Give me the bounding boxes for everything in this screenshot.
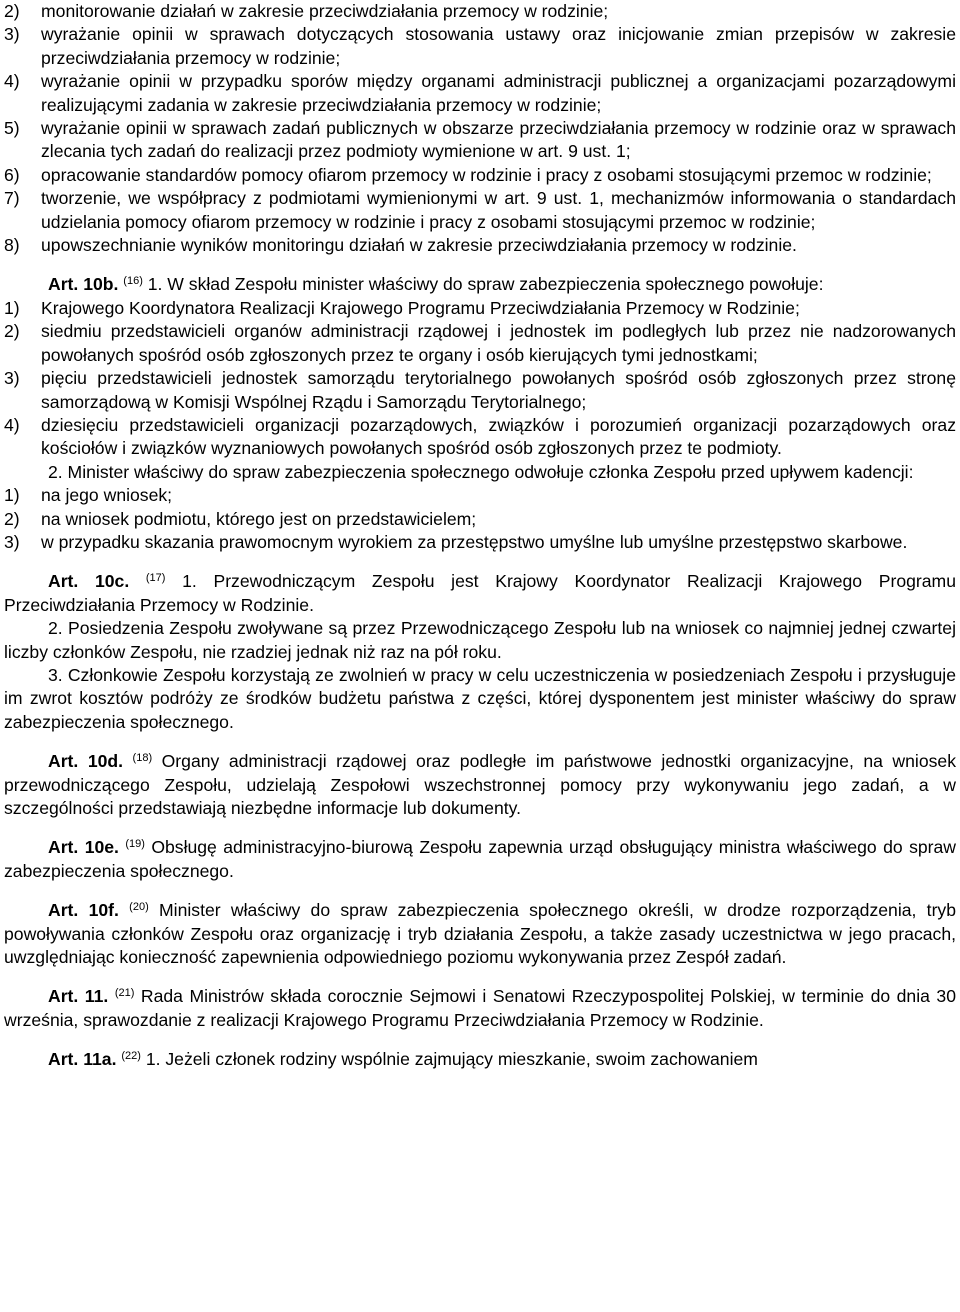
- list-item: [0, 187, 960, 234]
- list-item: [0, 70, 960, 117]
- item-text: Krajowego Koordynatora Realizacji Krajowego Programu Przeciwdziałania Przemocy w Rodzinie;: [41, 297, 800, 318]
- article-paragraph: [0, 570, 960, 617]
- footnote-ref: (21): [114, 987, 135, 1000]
- article-paragraph: 2. Posiedzenia Zespołu zwoływane są przez Przewodniczącego Zespołu lub na wniosek co najmniej jednej czwartej liczby członków Zespołu, nie rzadziej jednak niż raz na pół roku.: [4, 618, 956, 662]
- item-text: upowszechnianie wyników monitoringu działań w zakresie przeciwdziałania przemocy w rodzinie.: [41, 235, 797, 256]
- item-number: 1): [4, 485, 20, 506]
- list-item: [0, 484, 960, 507]
- article-paragraph: [0, 750, 960, 820]
- art10a-task-list: [0, 0, 960, 257]
- item-text: wyrażanie opinii w sprawach dotyczących stosowania ustawy oraz inicjowanie zmian przepisów w zakresie przeciwdziałania przemocy w rodzinie;: [41, 24, 956, 68]
- item-number: 2): [4, 321, 20, 342]
- list-item: [0, 414, 960, 461]
- paragraph-text: Minister właściwy do spraw zabezpieczenia społecznego określi, w drodze rozporządzenia, tryb powoływania członków Zespołu oraz organizację i tryb działania Zespołu, a także zasady uczestnictwa w jego pracach, uwzględniając konieczność zapewnienia odpowiedniego poziomu wykonywania przez Zespół zadań.: [4, 900, 957, 968]
- article-10b: [0, 273, 960, 554]
- list-item: [0, 508, 960, 531]
- item-text: pięciu przedstawicieli jednostek samorządu terytorialnego powołanych spośród osób zgłoszonych przez stronę samorządową w Komisji Wspólnej Rządu i Samorządu Terytorialnego;: [41, 368, 956, 412]
- item-text: opracowanie standardów pomocy ofiarom przemocy w rodzinie i pracy z osobami stosującymi przemoc w rodzinie;: [41, 164, 932, 185]
- article-title: Art. 10d.: [48, 751, 124, 772]
- item-text: tworzenie, we współpracy z podmiotami wymienionymi w art. 9 ust. 1, mechanizmów informowania o standardach udzielania pomocy ofiarom przemocy w rodzinie i pracy z osobami stosującymi przemoc w rodzinie;: [41, 188, 956, 232]
- paragraph-text: 1. W skład Zespołu minister właściwy do spraw zabezpieczenia społecznego powołuje:: [147, 274, 824, 295]
- article-paragraph: [0, 273, 960, 296]
- article-paragraph: [0, 1048, 960, 1071]
- item-text: na wniosek podmiotu, którego jest on przedstawicielem;: [41, 508, 477, 529]
- article-title: Art. 10f.: [48, 900, 119, 921]
- list-item: [0, 367, 960, 414]
- footnote-ref: (17): [145, 572, 166, 585]
- item-number: 7): [4, 188, 20, 209]
- paragraph-text: 1. Jeżeli członek rodziny wspólnie zajmujący mieszkanie, swoim zachowaniem: [145, 1049, 758, 1070]
- item-text: wyrażanie opinii w przypadku sporów między organami administracji publicznej a organizacjami pozarządowymi realizującymi zadania w zakresie przeciwdziałania przemocy w rodzinie;: [41, 71, 956, 115]
- article-title: Art. 10e.: [48, 837, 119, 858]
- list-item: [0, 320, 960, 367]
- article-10f: [0, 899, 960, 969]
- item-number: 2): [4, 1, 20, 21]
- item-text: monitorowanie działań w zakresie przeciwdziałania przemocy w rodzinie;: [41, 1, 609, 21]
- article-title: Art. 10c.: [48, 571, 130, 592]
- item-text: siedmiu przedstawicieli organów administracji rządowej i jednostek im podległych lub przez nie nadzorowanych powołanych spośród osób zgłoszonych przez te organy i osób kierujących tymi jednostkami;: [41, 321, 956, 365]
- item-text: wyrażanie opinii w sprawach zadań publicznych w obszarze przeciwdziałania przemocy w rodzinie oraz w sprawach zlecania tych zadań do realizacji przez podmioty wymienione w art. 9 ust. 1;: [41, 118, 956, 162]
- article-11a: [0, 1048, 960, 1071]
- paragraph-text: Obsługę administracyjno-biurową Zespołu zapewnia urząd obsługujący ministra właściwego do spraw zabezpieczenia społecznego.: [4, 837, 956, 881]
- item-number: 3): [4, 368, 20, 389]
- list-item: [0, 531, 960, 554]
- article-title: Art. 11.: [48, 986, 109, 1007]
- item-number: 4): [4, 71, 20, 92]
- article-paragraph: 3. Członkowie Zespołu korzystają ze zwolnień w pracy w celu uczestniczenia w posiedzeniach Zespołu i przysługuje im zwrot kosztów podróży ze środków budżetu państwa z części, której dysponentem jest minister właściwy do spraw zabezpieczenia społecznego.: [4, 664, 956, 732]
- article-10e: [0, 836, 960, 883]
- paragraph-text: 1. Przewodniczącym Zespołu jest Krajowy Koordynator Realizacji Krajowego Programu Przeciwdziałania Przemocy w Rodzinie.: [4, 571, 956, 615]
- list-item: [0, 164, 960, 187]
- article-title: Art. 11a.: [48, 1049, 117, 1070]
- item-number: 6): [4, 164, 20, 185]
- list-item: [0, 117, 960, 164]
- article-10d: [0, 750, 960, 820]
- footnote-ref: (18): [132, 752, 153, 765]
- footnote-ref: (20): [129, 901, 149, 914]
- footnote-ref: (16): [123, 275, 143, 288]
- item-number: 1): [4, 297, 20, 318]
- item-number: 3): [4, 24, 20, 45]
- article-11: [0, 985, 960, 1032]
- article-paragraph: 2. Minister właściwy do spraw zabezpieczenia społecznego odwołuje członka Zespołu przed upływem kadencji:: [48, 461, 914, 482]
- item-number: 4): [4, 414, 20, 435]
- article-paragraph: [0, 836, 960, 883]
- paragraph-text: Organy administracji rządowej oraz podległe im państwowe jednostki organizacyjne, na wniosek przewodniczącego Zespołu, udzielają Zespołowi wszechstronnej pomocy przy wykonywaniu jego zadań, a w szczególności przedstawiają niezbędne informacje lub dokumenty.: [4, 751, 956, 818]
- list-item: [0, 297, 960, 320]
- item-number: 8): [4, 235, 20, 256]
- item-text: na jego wniosek;: [41, 485, 173, 506]
- list-item: [0, 23, 960, 70]
- item-number: 2): [4, 508, 20, 529]
- article-paragraph: [0, 899, 960, 969]
- paragraph-text: Rada Ministrów składa corocznie Sejmowi i Senatowi Rzeczypospolitej Polskiej, w terminie do dnia 30 września, sprawozdanie z realizacji Krajowego Programu Przeciwdziałania Przemocy w Rodzinie.: [4, 986, 956, 1030]
- item-text: dziesięciu przedstawicieli organizacji pozarządowych, związków i porozumień organizacji pozarządowych oraz kościołów i związków wyznaniowych powołanych spośród osób zgłoszonych przez te podmioty.: [41, 414, 956, 459]
- list-item: [0, 0, 960, 23]
- footnote-ref: (22): [121, 1050, 141, 1063]
- item-number: 3): [4, 531, 20, 552]
- item-number: 5): [4, 118, 20, 139]
- item-text: w przypadku skazania prawomocnym wyrokiem za przestępstwo umyślne lub umyślne przestępstwo skarbowe.: [41, 531, 908, 552]
- list-item: [0, 234, 960, 257]
- article-title: Art. 10b.: [48, 274, 119, 295]
- article-10c: [0, 570, 960, 734]
- footnote-ref: (19): [125, 838, 145, 851]
- article-paragraph: [0, 985, 960, 1032]
